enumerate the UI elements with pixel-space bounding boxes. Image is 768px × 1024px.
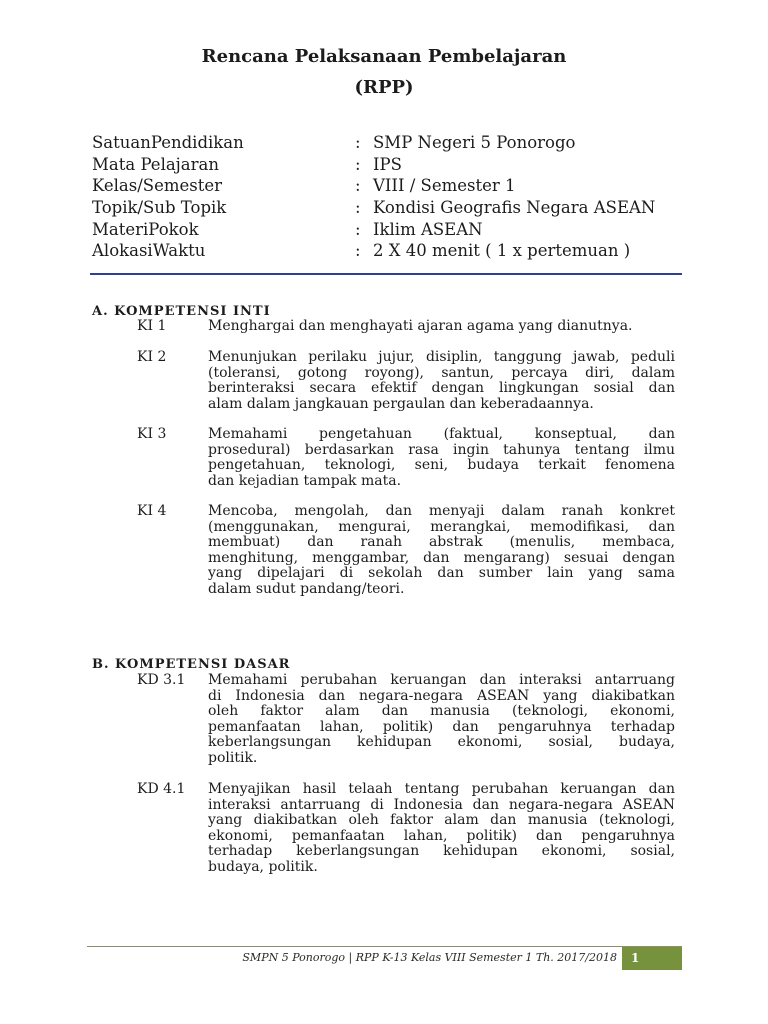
document-title: Rencana Pelaksanaan Pembelajaran [201, 46, 567, 67]
text-line: (toleransi, gotong royong), santun, percaya diri, dalam [208, 364, 675, 381]
item-code: KD 4.1 [137, 781, 186, 797]
identity-label: AlokasiWaktu [92, 241, 206, 260]
identity-row-mata-pelajaran [0, 154, 768, 176]
identity-row-materi-pokok [0, 219, 768, 241]
text-line: alam dalam jangkauan pergaulan dan keberadaannya. [208, 395, 594, 412]
text-line: (menggunakan, mengurai, merangkai, memodifikasi, dan [208, 518, 675, 535]
item-text [208, 350, 675, 412]
identity-row-kelas-semester [0, 175, 768, 197]
identity-colon: : [355, 198, 361, 217]
item-text [208, 782, 675, 876]
text-line: oleh faktor alam dan manusia (teknologi, ekonomi, [208, 703, 675, 720]
text-line: Menyajikan hasil telaah tentang perubahan keruangan dan [208, 781, 675, 797]
text-line: prosedural) berdasarkan rasa ingin tahunya tentang ilmu [208, 441, 675, 458]
identity-label: SatuanPendidikan [92, 133, 244, 152]
text-line: terhadap keberlangsungan kehidupan ekonomi, sosial, [208, 843, 675, 860]
identity-value: Iklim ASEAN [373, 220, 483, 239]
text-line: Memahami perubahan keruangan dan interaksi antarruang [208, 672, 675, 688]
text-line: berinteraksi secara efektif dengan lingkungan sosial dan [208, 380, 675, 397]
identity-label: Topik/Sub Topik [92, 198, 227, 217]
identity-row-satuan-pendidikan [0, 132, 768, 154]
text-line: keberlangsungan kehidupan ekonomi, sosial, budaya, [208, 734, 675, 751]
text-line: politik. [208, 749, 258, 766]
item-code: KI 1 [137, 318, 167, 334]
identity-value: IPS [373, 155, 402, 174]
header-divider [90, 273, 682, 275]
identity-row-alokasi-waktu [0, 240, 768, 262]
footer-text: SMPN 5 Ponorogo | RPP K-13 Kelas VIII Semester 1 Th. 2017/2018 [242, 951, 617, 964]
text-line: menghitung, menggambar, dan mengarang) sesuai dengan [208, 549, 675, 566]
text-line: pengetahuan, teknologi, seni, budaya terkait fenomena [208, 457, 675, 474]
identity-value: Kondisi Geografis Negara ASEAN [373, 198, 656, 217]
identity-value: SMP Negeri 5 Ponorogo [373, 133, 576, 152]
identity-row-topik [0, 197, 768, 219]
identity-label: Kelas/Semester [92, 176, 223, 195]
text-line: pemanfaatan lahan, politik) dan pengaruhnya terhadap [208, 718, 675, 735]
item-text [208, 504, 675, 598]
item-code: KI 3 [137, 426, 167, 442]
text-line: Menghargai dan menghayati ajaran agama yang dianutnya. [208, 318, 633, 334]
item-text [208, 673, 675, 767]
identity-colon: : [355, 133, 361, 152]
identity-value: VIII / Semester 1 [373, 176, 516, 195]
item-code: KI 4 [137, 503, 167, 519]
document-subtitle: (RPP) [354, 77, 414, 98]
page-number: 1 [631, 951, 640, 965]
section-heading-kompetensi-inti: A. KOMPETENSI INTI [92, 304, 271, 319]
text-line: dalam sudut pandang/teori. [208, 580, 405, 597]
section-heading-kompetensi-dasar: B. KOMPETENSI DASAR [92, 657, 291, 672]
text-line: Mencoba, mengolah, dan menyaji dalam ranah konkret [208, 503, 675, 519]
identity-colon: : [355, 155, 361, 174]
text-line: Menunjukan perilaku jujur, disiplin, tanggung jawab, peduli [208, 349, 675, 365]
page-number-badge [622, 947, 682, 970]
text-line: membuat) dan ranah abstrak (menulis, membaca, [208, 534, 675, 551]
text-line: di Indonesia dan negara-negara ASEAN yang diakibatkan [208, 687, 675, 704]
identity-label: MateriPokok [92, 220, 199, 239]
identity-colon: : [355, 176, 361, 195]
item-text [208, 319, 675, 335]
text-line: dan kejadian tampak mata. [208, 472, 402, 489]
text-line: interaksi antarruang di Indonesia dan negara-negara ASEAN [208, 796, 675, 813]
identity-colon: : [355, 220, 361, 239]
text-line: ekonomi, pemanfaatan lahan, politik) dan pengaruhnya [208, 827, 675, 844]
text-line: Memahami pengetahuan (faktual, konseptual, dan [208, 426, 675, 442]
item-code: KI 2 [137, 349, 167, 365]
text-line: budaya, politik. [208, 858, 318, 875]
identity-label: Mata Pelajaran [92, 155, 219, 174]
identity-colon: : [355, 241, 361, 260]
text-line: yang dipelajari di sekolah dan sumber lain yang sama [208, 565, 675, 582]
item-text [208, 427, 675, 489]
item-code: KD 3.1 [137, 672, 186, 688]
footer-rule [87, 946, 682, 947]
text-line: yang diakibatkan oleh faktor alam dan manusia (teknologi, [208, 812, 675, 829]
identity-value: 2 X 40 menit ( 1 x pertemuan ) [373, 241, 631, 260]
